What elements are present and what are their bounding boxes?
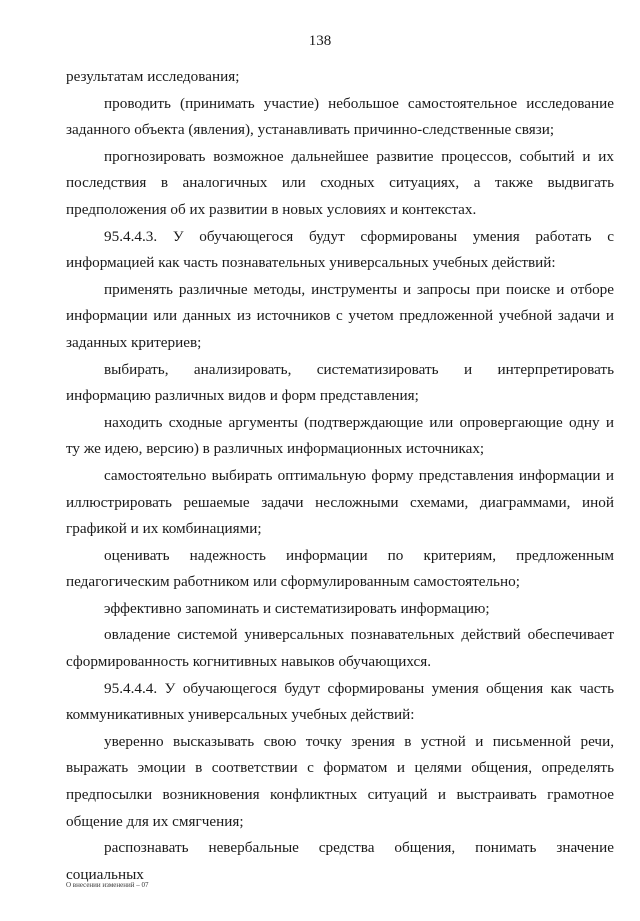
page-number: 138	[308, 33, 332, 49]
paragraph: уверенно высказывать свою точку зрения в устной и письменной речи, выражать эмоции в соответствии с форматом и целями общения, определять предпосылки возникновения конфликтных ситуаций и выстраивать грамотное общение для их смягчения;	[66, 732, 614, 830]
section-heading-paragraph: 95.4.4.3. У обучающегося будут сформированы умения работать с информацией как часть познавательных универсальных учебных действий:	[66, 227, 614, 272]
paragraph: самостоятельно выбирать оптимальную форму представления информации и иллюстрировать решаемые задачи несложными схемами, диаграммами, иной графикой и их комбинациями;	[66, 466, 614, 538]
document-body	[66, 64, 614, 888]
paragraph: применять различные методы, инструменты и запросы при поиске и отборе информации или данных из источников с учетом предложенной учебной задачи и заданных критериев;	[66, 280, 614, 351]
paragraph: выбирать, анализировать, систематизировать и интерпретировать информацию различных видов и форм представления;	[66, 360, 614, 405]
paragraph: проводить (принимать участие) небольшое самостоятельное исследование заданного объекта (явления), устанавливать причинно-следственные связи;	[66, 94, 614, 139]
paragraph: овладение системой универсальных познавательных действий обеспечивает сформированность когнитивных навыков обучающихся.	[66, 626, 614, 671]
footer-note: О внесении изменений – 07	[66, 881, 149, 889]
section-heading-paragraph: 95.4.4.4. У обучающегося будут сформированы умения общения как часть коммуникативных универсальных учебных действий:	[66, 679, 614, 724]
paragraph: распознавать невербальные средства общения, понимать значение социальных	[66, 839, 614, 883]
paragraph: прогнозировать возможное дальнейшее развитие процессов, событий и их последствия в аналогичных или сходных ситуациях, а также выдвигать предположения об их развитии в новых условиях и контекстах.	[66, 147, 614, 218]
paragraph: находить сходные аргументы (подтверждающие или опровергающие одну и ту же идею, версию) в различных информационных источниках;	[66, 413, 614, 458]
paragraph-continuation: результатам исследования;	[66, 68, 240, 85]
paragraph: оценивать надежность информации по критериям, предложенным педагогическим работником или сформулированным самостоятельно;	[66, 546, 614, 591]
paragraph: эффективно запоминать и систематизировать информацию;	[104, 599, 490, 617]
